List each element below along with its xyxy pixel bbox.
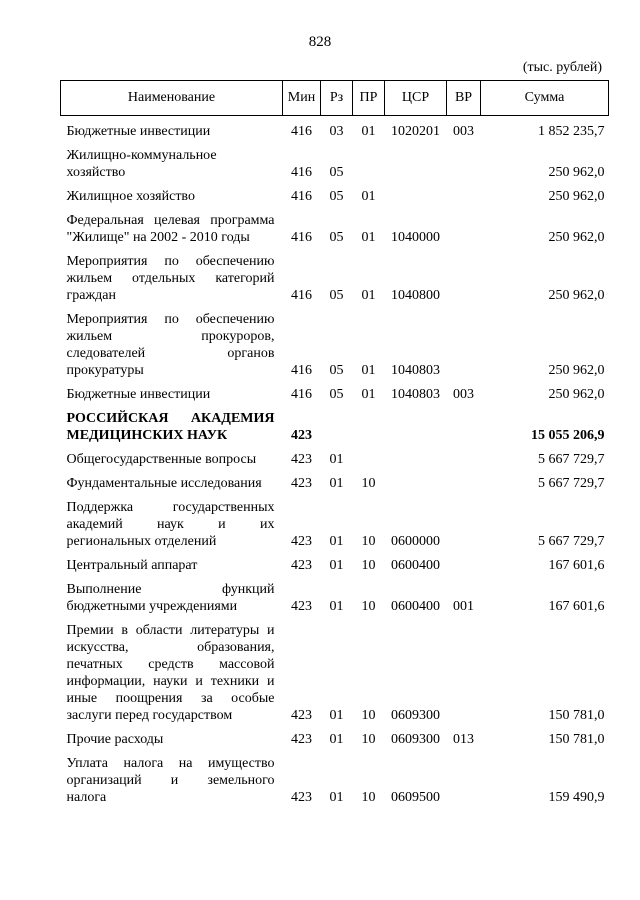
cell-name-line: хозяйство	[66, 165, 126, 180]
table-row	[61, 212, 609, 246]
row-spacer	[61, 468, 609, 475]
cell-csr: 0609500	[391, 790, 440, 805]
cell-name-line: прокуратуры	[66, 363, 144, 378]
cell-name	[61, 147, 283, 181]
cell-min: 423	[291, 599, 312, 614]
cell-rz: 01	[329, 558, 344, 573]
cell-min: 416	[291, 387, 312, 402]
cell-name-line: академий наук и их	[66, 517, 275, 532]
cell-rz: 05	[329, 230, 344, 245]
cell-sum: 5 667 729,7	[538, 534, 605, 549]
cell-vr	[447, 475, 481, 492]
cell-min: 423	[291, 476, 312, 491]
header-sum: Сумма	[481, 81, 609, 116]
cell-vr	[447, 755, 481, 806]
table-row	[61, 410, 609, 444]
cell-rz: 01	[329, 708, 344, 723]
cell-name-line: Жилищное хозяйство	[66, 189, 195, 204]
table-row	[61, 622, 609, 724]
row-spacer	[61, 379, 609, 386]
cell-csr	[385, 475, 447, 492]
cell-csr	[385, 451, 447, 468]
cell-name-line: Прочие расходы	[66, 732, 164, 747]
cell-name	[61, 123, 283, 140]
cell-name-line: искусства, образования,	[66, 640, 275, 655]
cell-name-line: жильем прокуроров,	[66, 329, 275, 344]
cell-rz: 01	[329, 790, 344, 805]
cell-vr: 003	[453, 387, 474, 402]
cell-min: 423	[291, 790, 312, 805]
cell-pr	[353, 410, 385, 444]
row-spacer	[61, 205, 609, 212]
cell-pr: 10	[361, 476, 376, 491]
page-number: 828	[308, 34, 332, 50]
cell-vr: 013	[453, 732, 474, 747]
cell-pr: 10	[361, 732, 376, 747]
cell-csr: 0609300	[391, 732, 440, 747]
cell-rz: 05	[329, 165, 344, 180]
table-row	[61, 188, 609, 205]
row-spacer	[61, 806, 609, 813]
cell-name-line: организаций и земельного	[66, 773, 275, 788]
cell-rz: 05	[329, 288, 344, 303]
row-spacer	[61, 492, 609, 499]
cell-name-line: налога	[66, 790, 107, 805]
cell-name-line: Мероприятия по обеспечению	[66, 254, 275, 269]
cell-name-line: граждан	[66, 288, 116, 303]
cell-vr	[447, 188, 481, 205]
cell-min: 416	[291, 288, 312, 303]
cell-rz: 01	[329, 452, 344, 467]
cell-rz: 01	[329, 599, 344, 614]
cell-min: 423	[291, 558, 312, 573]
cell-min: 416	[291, 189, 312, 204]
cell-name	[61, 475, 283, 492]
cell-name-line: печатных средств массовой	[66, 657, 275, 672]
cell-sum: 250 962,0	[548, 165, 605, 180]
cell-pr: 01	[361, 189, 376, 204]
cell-sum: 5 667 729,7	[538, 452, 605, 467]
cell-pr: 01	[361, 124, 376, 139]
cell-sum: 250 962,0	[548, 230, 605, 245]
row-spacer	[61, 574, 609, 581]
cell-name	[61, 410, 283, 444]
cell-name-line: МЕДИЦИНСКИХ НАУК	[66, 428, 228, 443]
cell-vr: 001	[453, 599, 474, 614]
cell-csr: 0600000	[391, 534, 440, 549]
row-spacer	[61, 140, 609, 147]
cell-name-line: Премии в области литературы и	[66, 623, 275, 638]
cell-csr	[385, 188, 447, 205]
cell-vr	[447, 622, 481, 724]
cell-name	[61, 188, 283, 205]
cell-name	[61, 311, 283, 379]
row-spacer	[61, 116, 609, 124]
cell-name-line: Общегосударственные вопросы	[66, 452, 257, 467]
cell-name-line: Жилищно-коммунальное	[66, 148, 217, 163]
row-spacer	[61, 403, 609, 410]
row-spacer	[61, 724, 609, 731]
cell-pr	[353, 147, 385, 181]
header-rz: Рз	[321, 81, 353, 116]
cell-name	[61, 622, 283, 724]
cell-name-line: Бюджетные инвестиции	[66, 387, 211, 402]
cell-vr	[447, 499, 481, 550]
cell-csr: 0609300	[391, 708, 440, 723]
cell-name	[61, 755, 283, 806]
cell-rz: 01	[329, 476, 344, 491]
cell-name-line: Центральный аппарат	[66, 558, 198, 573]
cell-rz: 05	[329, 363, 344, 378]
table-row	[61, 499, 609, 550]
row-spacer	[61, 444, 609, 451]
header-min: Мин	[283, 81, 321, 116]
table-row	[61, 451, 609, 468]
cell-name	[61, 386, 283, 403]
cell-csr: 0600400	[391, 599, 440, 614]
cell-pr: 10	[361, 708, 376, 723]
cell-name	[61, 253, 283, 304]
cell-pr	[353, 451, 385, 468]
row-spacer	[61, 748, 609, 755]
cell-min: 416	[291, 230, 312, 245]
cell-name-line: РОССИЙСКАЯ АКАДЕМИЯ	[66, 411, 275, 426]
cell-pr: 10	[361, 599, 376, 614]
cell-pr: 10	[361, 534, 376, 549]
row-spacer	[61, 181, 609, 188]
cell-sum: 150 781,0	[548, 732, 605, 747]
cell-csr: 1040000	[391, 230, 440, 245]
cell-pr: 01	[361, 363, 376, 378]
cell-sum: 5 667 729,7	[538, 476, 605, 491]
cell-name-line: Выполнение функций	[66, 582, 275, 597]
cell-name-line: "Жилище" на 2002 - 2010 годы	[66, 230, 250, 245]
cell-csr: 1040803	[391, 363, 440, 378]
cell-sum: 167 601,6	[548, 599, 605, 614]
cell-sum: 15 055 206,9	[531, 428, 605, 443]
cell-sum: 167 601,6	[548, 558, 605, 573]
row-spacer	[61, 246, 609, 253]
cell-sum: 250 962,0	[548, 288, 605, 303]
cell-min: 423	[291, 428, 312, 443]
cell-name	[61, 212, 283, 246]
row-spacer	[61, 615, 609, 622]
cell-name-line: заслуги перед государством	[66, 708, 233, 723]
cell-name-line: Фундаментальные исследования	[66, 476, 262, 491]
header-name: Наименование	[61, 81, 283, 116]
table-row	[61, 475, 609, 492]
cell-name-line: Поддержка государственных	[66, 500, 275, 515]
table-row	[61, 581, 609, 615]
cell-name-line: информации, науки и техники и	[66, 674, 275, 689]
cell-vr	[447, 253, 481, 304]
cell-name-line: бюджетными учреждениями	[66, 599, 238, 614]
header-vr: ВР	[447, 81, 481, 116]
cell-min: 416	[291, 124, 312, 139]
cell-name	[61, 499, 283, 550]
cell-name	[61, 557, 283, 574]
cell-pr: 10	[361, 558, 376, 573]
cell-name-line: Бюджетные инвестиции	[66, 124, 211, 139]
cell-csr: 1040803	[391, 387, 440, 402]
table-row	[61, 557, 609, 574]
cell-pr: 01	[361, 288, 376, 303]
cell-pr: 01	[361, 230, 376, 245]
table-row	[61, 386, 609, 403]
cell-rz: 05	[329, 387, 344, 402]
cell-vr	[447, 557, 481, 574]
cell-name-line: Мероприятия по обеспечению	[66, 312, 275, 327]
cell-name	[61, 451, 283, 468]
table-row	[61, 123, 609, 140]
cell-sum: 150 781,0	[548, 708, 605, 723]
cell-vr: 003	[453, 124, 474, 139]
cell-vr	[447, 410, 481, 444]
cell-min: 416	[291, 165, 312, 180]
cell-rz: 01	[329, 534, 344, 549]
cell-sum: 250 962,0	[548, 189, 605, 204]
header-csr: ЦСР	[385, 81, 447, 116]
cell-min: 423	[291, 732, 312, 747]
cell-name-line: следователей органов	[66, 346, 275, 361]
cell-min: 416	[291, 363, 312, 378]
table-row	[61, 731, 609, 748]
table-row	[61, 147, 609, 181]
cell-name-line: иные поощрения за особые	[66, 691, 275, 706]
table-row	[61, 311, 609, 379]
cell-name	[61, 731, 283, 748]
cell-rz: 05	[329, 189, 344, 204]
cell-vr	[447, 311, 481, 379]
cell-name	[61, 581, 283, 615]
cell-csr	[385, 147, 447, 181]
cell-rz: 03	[329, 124, 344, 139]
cell-vr	[447, 147, 481, 181]
cell-sum: 159 490,9	[548, 790, 605, 805]
cell-min: 423	[291, 708, 312, 723]
cell-pr: 01	[361, 387, 376, 402]
units-label: (тыс. рублей)	[522, 60, 602, 75]
row-spacer	[61, 304, 609, 311]
cell-rz: 01	[329, 732, 344, 747]
row-spacer	[61, 550, 609, 557]
cell-name-line: жильем отдельных категорий	[66, 271, 275, 286]
cell-name-line: Федеральная целевая программа	[66, 213, 275, 228]
cell-sum: 250 962,0	[548, 363, 605, 378]
cell-csr	[385, 410, 447, 444]
cell-name-line: Уплата налога на имущество	[66, 756, 275, 771]
table-row	[61, 253, 609, 304]
cell-min: 423	[291, 534, 312, 549]
cell-sum: 1 852 235,7	[538, 124, 605, 139]
cell-csr: 0600400	[391, 558, 440, 573]
table-body	[61, 116, 609, 814]
cell-name-line: региональных отделений	[66, 534, 217, 549]
budget-table	[60, 80, 609, 813]
cell-vr	[447, 451, 481, 468]
header-pr: ПР	[353, 81, 385, 116]
cell-vr	[447, 212, 481, 246]
table-header	[61, 81, 609, 116]
cell-rz	[321, 410, 353, 444]
cell-min: 423	[291, 452, 312, 467]
cell-csr: 1040800	[391, 288, 440, 303]
cell-sum: 250 962,0	[548, 387, 605, 402]
table-row	[61, 755, 609, 806]
cell-pr: 10	[361, 790, 376, 805]
cell-csr: 1020201	[391, 124, 440, 139]
